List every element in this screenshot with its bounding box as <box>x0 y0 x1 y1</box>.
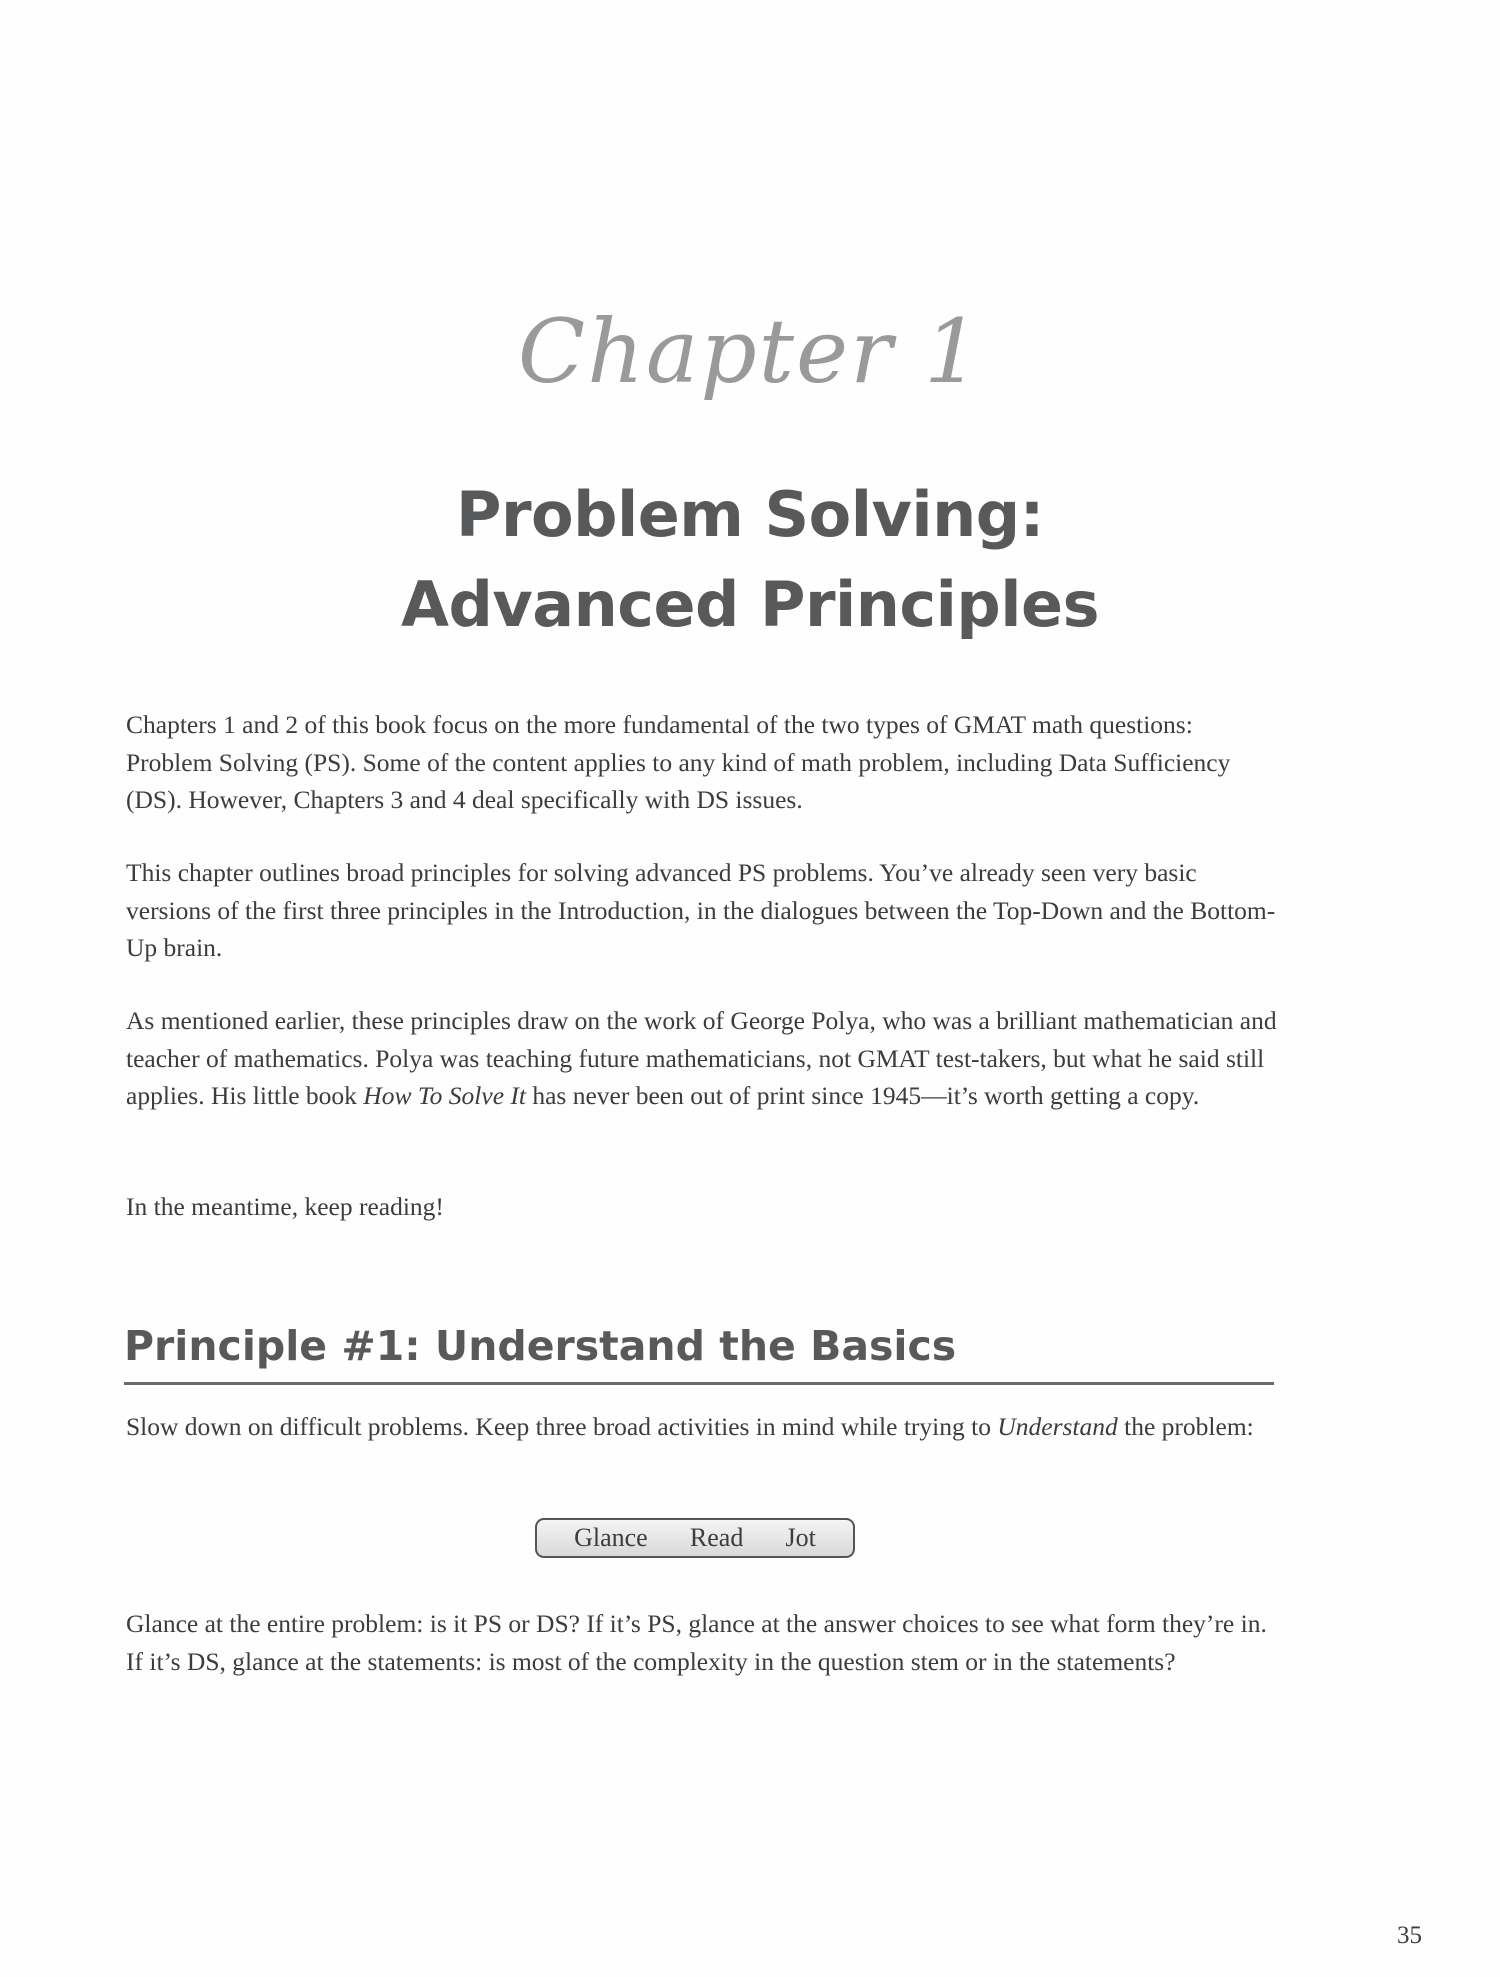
paragraph-slow-down-part1: Slow down on difficult problems. Keep three broad activities in mind while trying to <box>126 1412 998 1441</box>
section-heading: Principle #1: Understand the Basics <box>124 1316 1274 1385</box>
paragraph-keep-reading: In the meantime, keep reading! <box>126 1192 444 1221</box>
chapter-script-label: Chapter 1 <box>517 300 983 403</box>
paragraph-slow-down <box>126 1408 1278 1446</box>
chapter-title-line2: Advanced Principles <box>400 568 1100 641</box>
activity-glance: Glance <box>574 1523 648 1552</box>
paragraph-glance: Glance at the entire problem: is it PS or DS? If it’s PS, glance at the answer choices to see what form they’re in. If it’s DS, glance at the statements: is most of the complexity in the question stem or in the statements? <box>126 1609 1267 1676</box>
understand-italic: Understand <box>997 1412 1118 1441</box>
chapter-title-line1: Problem Solving: <box>456 478 1044 551</box>
paragraph-slow-down-part2: the problem: <box>1117 1412 1254 1441</box>
paragraph-polya <box>126 1002 1278 1115</box>
activities-pill <box>535 1518 855 1558</box>
page-number: 35 <box>1397 1922 1422 1949</box>
chapter-title <box>0 470 1500 650</box>
paragraph-polya-part1: As mentioned earlier, these principles draw on the work of George Polya, who was a brilliant mathematician and teacher of mathematics. Polya was teaching future mathematicians, not GMAT test-takers, but what he said still applies. His little book <box>126 1006 1277 1110</box>
activity-jot: Jot <box>785 1523 816 1552</box>
paragraph-intro: Chapters 1 and 2 of this book focus on the more fundamental of the two types of GMAT math questions: Problem Solving (PS). Some of the content applies to any kind of math problem, including Data Sufficiency (DS). However, Chapters 3 and 4 deal specifically with DS issues. <box>126 710 1231 814</box>
book-title-italic: How To Solve It <box>363 1081 526 1110</box>
activity-read: Read <box>689 1523 744 1552</box>
paragraph-outline: This chapter outlines broad principles for solving advanced PS problems. You’ve already seen very basic versions of the first three principles in the Introduction, in the dialogues between the Top-Down and the Bottom-Up brain. <box>126 858 1276 962</box>
paragraph-polya-part2: has never been out of print since 1945—it’s worth getting a copy. <box>525 1081 1200 1110</box>
